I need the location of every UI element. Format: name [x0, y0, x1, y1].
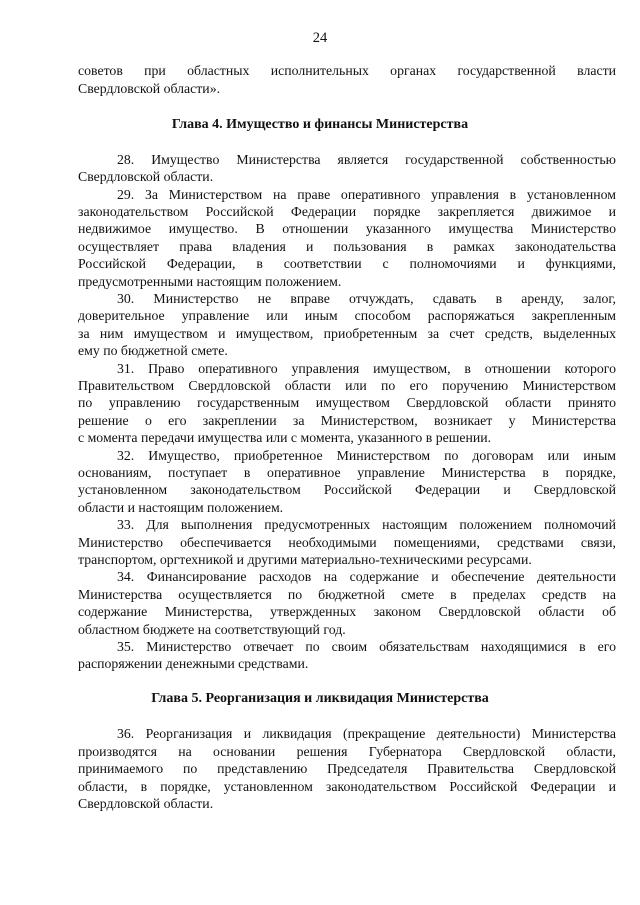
- text-line: Министерство обеспечивается необходимыми помещениями, средствами связи,: [78, 535, 616, 550]
- page-number: 24: [312, 30, 328, 46]
- text-line: транспортом, оргтехникой и другими материально-техническими ресурсами.: [78, 552, 532, 567]
- text-line: законодательством Российской Федерации порядке закрепляется движимое и: [78, 204, 616, 219]
- text-line: по управлению государственным имуществом Свердловской области принято: [78, 395, 616, 410]
- text-line: принимаемого по представлению Председателя Правительства Свердловской: [78, 761, 616, 776]
- text-line: Свердловской области.: [78, 169, 214, 184]
- chapter-5-heading: Глава 5. Реорганизация и ликвидация Министерства: [151, 691, 489, 706]
- text-line: Свердловской области».: [78, 81, 221, 96]
- text-line: советов при областных исполнительных органах государственной власти: [78, 63, 616, 78]
- text-line: 35. Министерство отвечает по своим обязательствам находящимися в его: [117, 639, 616, 654]
- text-line: 32. Имущество, приобретенное Министерством по договорам или иным: [117, 448, 616, 463]
- text-line: недвижимое имущество. В отношении указанного имущества Министерство: [78, 221, 616, 236]
- text-line: области и настоящим положением.: [78, 500, 284, 515]
- text-line: Российской Федерации, в соответствии с полномочиями и функциями,: [78, 256, 616, 271]
- text-line: основаниям, поступает в оперативное управление Министерства в порядке,: [78, 465, 616, 480]
- text-line: Правительством Свердловской области или по его поручению Министерством: [78, 378, 616, 393]
- text-line: доверительное управление или иным способом распоряжаться закрепленным: [78, 308, 616, 323]
- text-line: 29. За Министерством на праве оперативного управления в установленном: [117, 187, 616, 202]
- text-line: производятся на основании решения Губернатора Свердловской области,: [78, 744, 616, 759]
- text-line: решение о его закреплении за Министерством, возникает у Министерства: [78, 413, 616, 428]
- text-line: Свердловской области.: [78, 796, 214, 811]
- text-line: 31. Право оперативного управления имуществом, в отношении которого: [117, 361, 616, 376]
- text-line: 34. Финансирование расходов на содержание и обеспечение деятельности: [117, 569, 616, 584]
- text-line: за ним имуществом и имуществом, приобретенным за счет средств, выделенных: [78, 326, 616, 341]
- text-line: распоряжении денежными средствами.: [78, 656, 309, 671]
- text-line: содержание Министерства, утвержденных законом Свердловской области об: [78, 604, 616, 619]
- text-line: областном бюджете на соответствующий год.: [78, 622, 346, 637]
- text-line: осуществляет права владения и пользования в рамках законодательства: [78, 239, 616, 254]
- text-line: Министерства осуществляется по бюджетной смете в пределах средств на: [78, 587, 616, 602]
- text-line: 30. Министерство не вправе отчуждать, сдавать в аренду, залог,: [117, 291, 616, 306]
- text-line: области, в порядке, установленном законодательством Российской Федерации и: [78, 779, 616, 794]
- text-line: 36. Реорганизация и ликвидация (прекращение деятельности) Министерства: [117, 726, 616, 741]
- chapter-4-heading: Глава 4. Имущество и финансы Министерства: [171, 117, 469, 132]
- text-line: 33. Для выполнения предусмотренных настоящим положением полномочий: [117, 517, 616, 532]
- text-line: ему по бюджетной смете.: [78, 343, 228, 358]
- text-line: с момента передачи имущества или с момента, указанного в решении.: [78, 430, 492, 445]
- text-line: 28. Имущество Министерства является государственной собственностью: [117, 152, 616, 167]
- text-line: установленном законодательством Российской Федерации и Свердловской: [78, 482, 616, 497]
- text-line: предусмотренными настоящим положением.: [78, 274, 342, 289]
